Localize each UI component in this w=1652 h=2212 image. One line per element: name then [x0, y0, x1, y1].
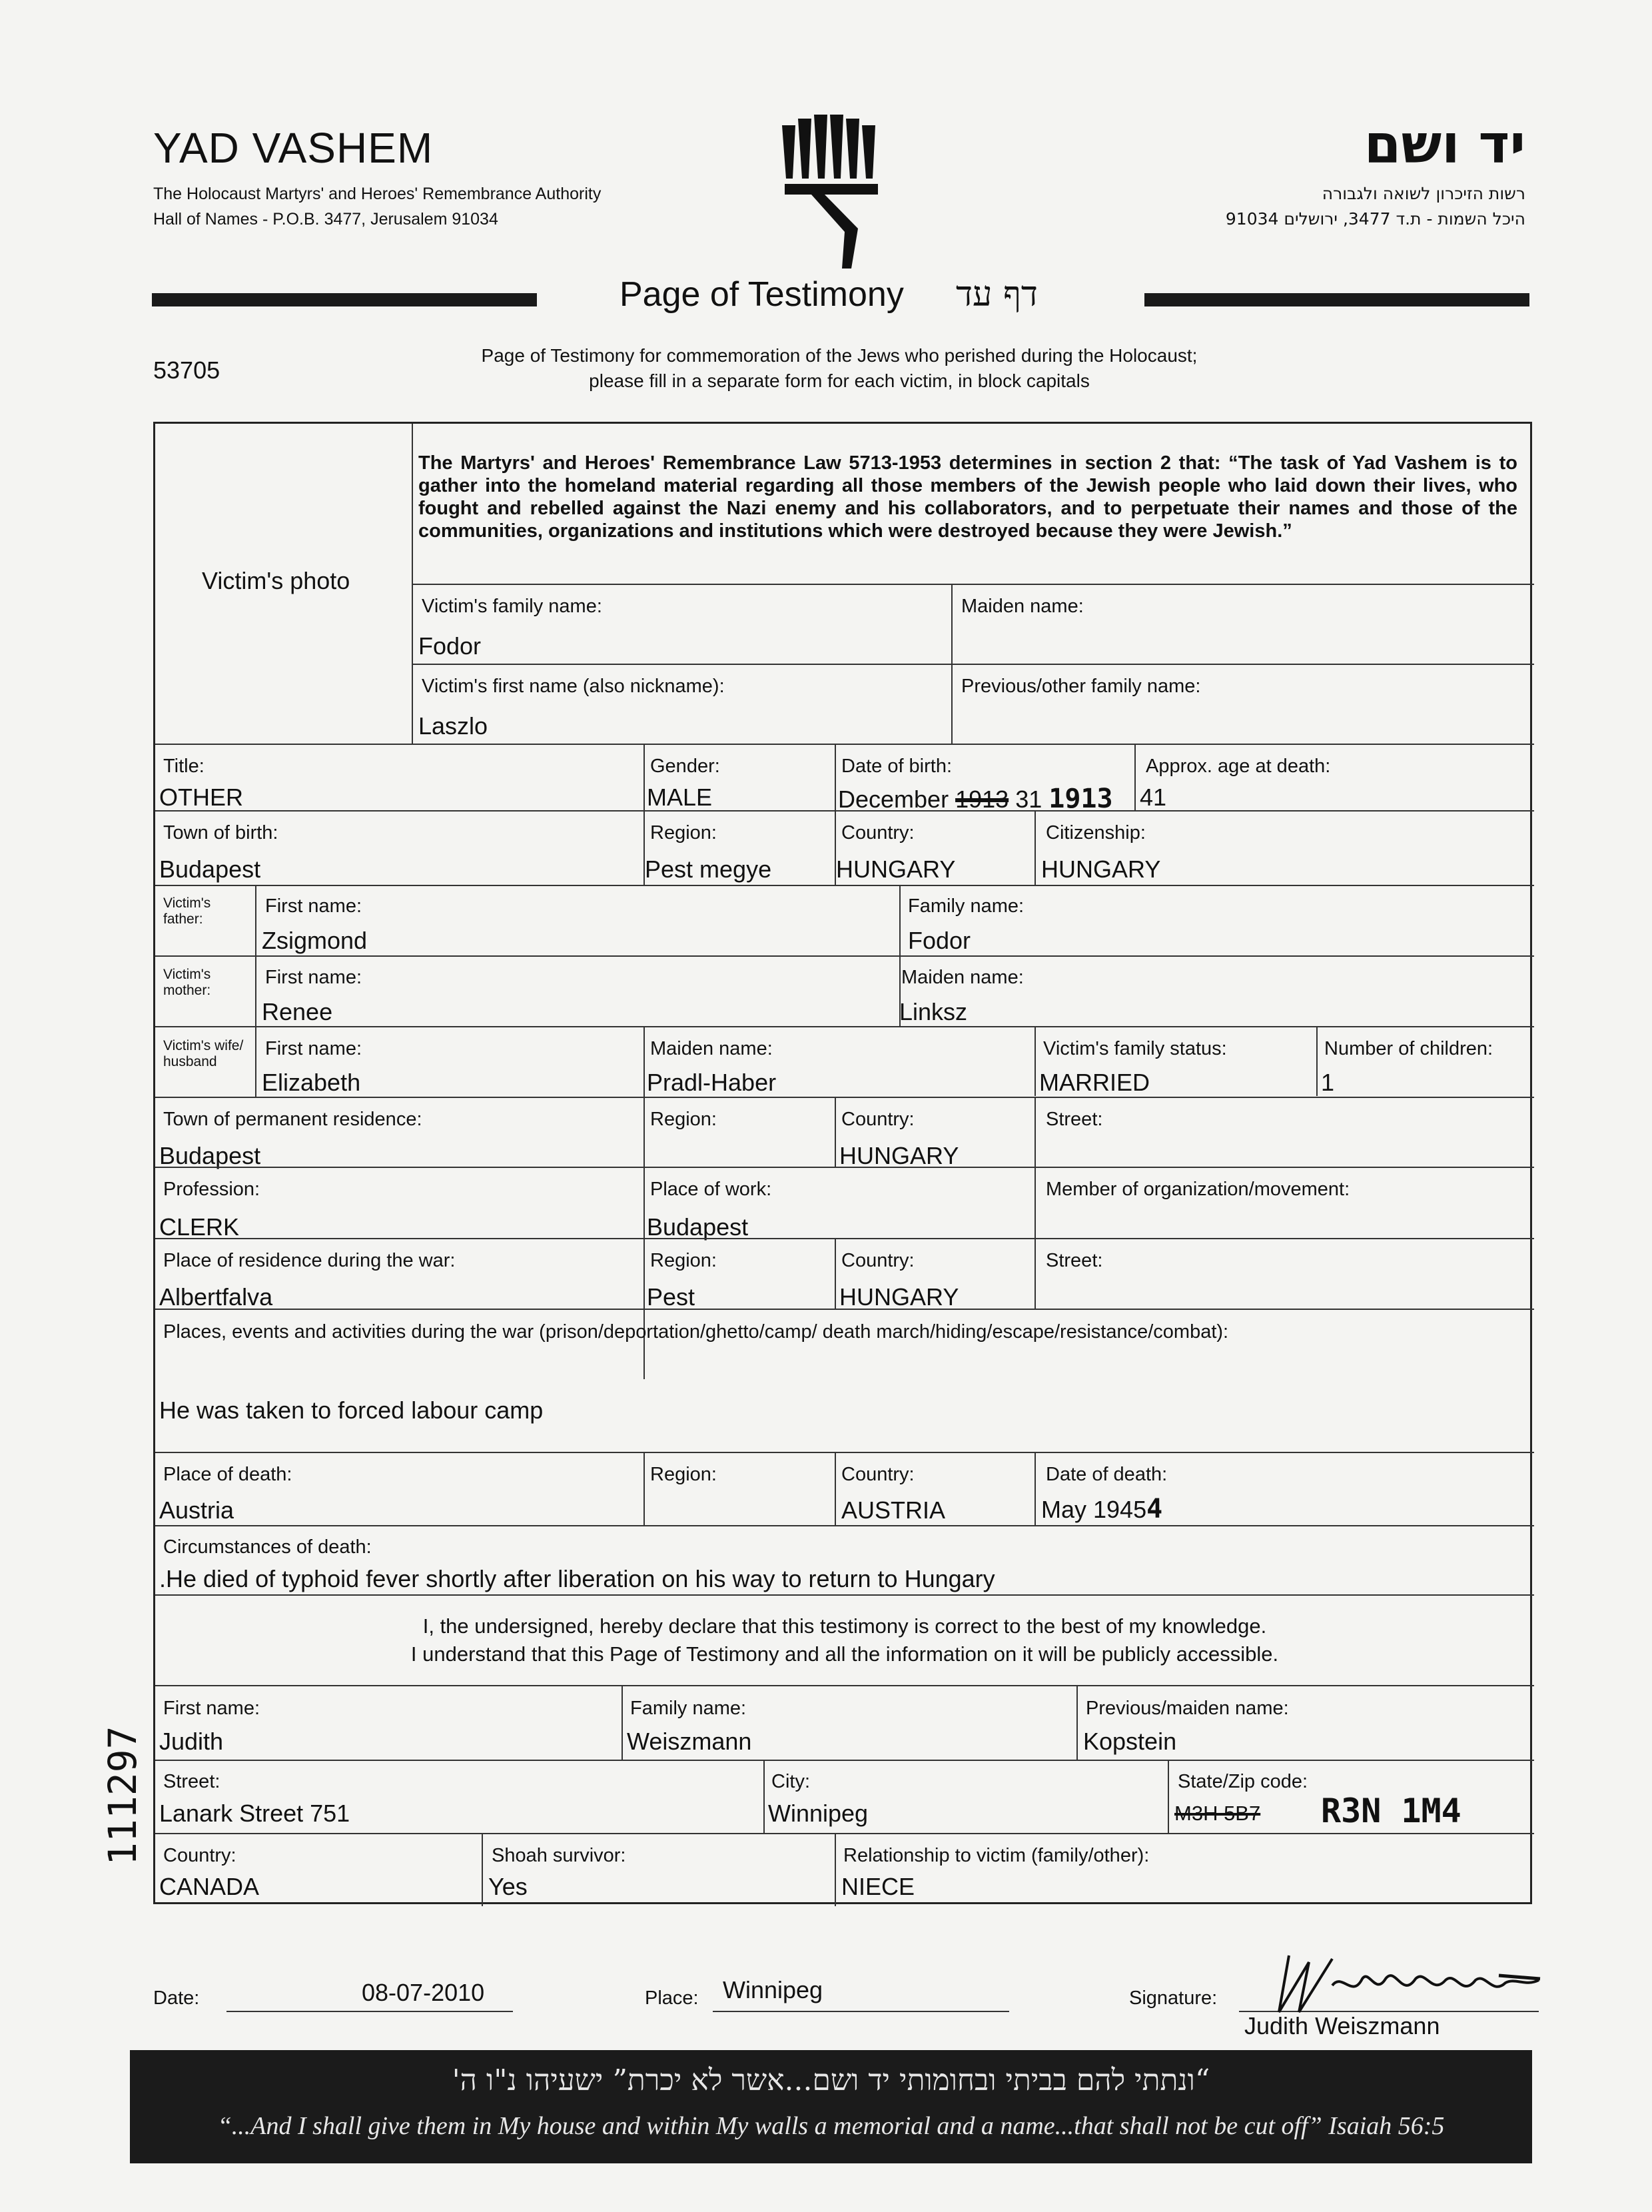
page-title-hebrew: דף עד	[956, 275, 1038, 314]
intro-line-1: Page of Testimony for commemoration of the Jews who perished during the Holocaust;	[481, 345, 1198, 366]
title-label: Title:	[163, 756, 205, 777]
region-of-birth-label: Region:	[650, 822, 717, 843]
divider	[155, 1760, 1534, 1761]
victim-family-name[interactable]: Fodor	[418, 632, 482, 660]
yad-vashem-logo-icon	[778, 112, 885, 272]
submitter-maiden-name[interactable]: Kopstein	[1083, 1728, 1177, 1755]
divider	[155, 1238, 1534, 1239]
divider	[1316, 1026, 1318, 1096]
quote-english: “...And I shall give them in My house and within My walls a memorial and a name...that shall not be cut off” Isaiah 56:5	[217, 2112, 1445, 2140]
divider	[1076, 1685, 1078, 1760]
divider	[763, 1760, 765, 1833]
org-subtitle	[153, 181, 601, 232]
divider	[155, 1309, 1534, 1310]
divider	[255, 885, 256, 1097]
hebrew-subtitle-line-1: רשות הזיכרון לשואה ולגבורה	[1322, 184, 1525, 203]
intro-line-2: please fill in a separate form for each victim, in block capitals	[589, 370, 1090, 391]
submitter-street-label: Street:	[163, 1771, 220, 1792]
divider	[482, 1833, 483, 1906]
divider	[835, 1452, 836, 1525]
divider	[1034, 1097, 1036, 1309]
divider	[1134, 744, 1136, 810]
mother-first-name[interactable]: Renee	[262, 998, 333, 1025]
death-country[interactable]: AUSTRIA	[841, 1496, 946, 1524]
org-title: YAD VASHEM	[153, 124, 434, 172]
profession-label: Profession:	[163, 1179, 260, 1200]
gender-label: Gender:	[650, 756, 720, 777]
law-text: The Martyrs' and Heroes' Remembrance Law 5713-1953 determines in section 2 that: “The task of Yad Vashem is to gather into the homeland material regarding all those members of the Jewish people who laid down their lives, who fought and rebelled against the Nazi enemy and his collaborators, and to perpetuate their names and those of the communities, organizations and institutions which were destroyed because they were Jewish.”	[418, 452, 1517, 542]
citizenship-label: Citizenship:	[1046, 822, 1146, 843]
hebrew-title: יד ושם	[1364, 113, 1525, 175]
mother-side-label: Victim's mother:	[163, 967, 211, 998]
divider	[643, 1452, 645, 1525]
testimony-form	[153, 422, 1532, 1904]
war-country-label: Country:	[841, 1250, 915, 1271]
divider	[155, 955, 1534, 957]
spouse-maiden-name-label: Maiden name:	[650, 1038, 773, 1059]
hebrew-subtitle	[1226, 181, 1525, 232]
submitter-street[interactable]: Lanark Street 751	[159, 1800, 350, 1827]
intro-text	[400, 343, 1279, 394]
town-of-birth-label: Town of birth:	[163, 822, 278, 843]
place-of-death[interactable]: Austria	[159, 1496, 234, 1524]
declaration-line-2: I understand that this Page of Testimony and all the information on it will be publicly accessible.	[410, 1642, 1279, 1666]
shoah-survivor-label: Shoah survivor:	[492, 1845, 626, 1866]
maiden-name-label: Maiden name:	[961, 596, 1084, 617]
spouse-first-name-label: First name:	[265, 1038, 362, 1059]
residence-town-label: Town of permanent residence:	[163, 1109, 422, 1130]
age-at-death-label: Approx. age at death:	[1146, 756, 1331, 777]
previous-family-name-label: Previous/other family name:	[961, 676, 1201, 697]
submitter-first-name[interactable]: Judith	[159, 1728, 224, 1755]
victim-first-name[interactable]: Laszlo	[418, 712, 488, 740]
citizenship[interactable]: HUNGARY	[1041, 855, 1161, 883]
residence-country[interactable]: HUNGARY	[839, 1142, 959, 1169]
father-first-name[interactable]: Zsigmond	[262, 927, 368, 954]
divider	[412, 664, 1534, 665]
divider	[155, 1594, 1534, 1596]
place-of-death-label: Place of death:	[163, 1464, 292, 1485]
submitter-zip-label: State/Zip code:	[1178, 1771, 1308, 1792]
org-subtitle-line-1: The Holocaust Martyrs' and Heroes' Remembrance Authority	[153, 185, 602, 203]
family-status[interactable]: MARRIED	[1039, 1069, 1150, 1096]
divider	[155, 1167, 1534, 1168]
war-region[interactable]: Pest	[647, 1283, 695, 1311]
footer-place[interactable]: Winnipeg	[723, 1976, 823, 2003]
divider	[835, 1833, 836, 1906]
hebrew-subtitle-line-2: היכל השמות - ת.ד 3477, ירושלים 91034	[1225, 209, 1525, 229]
divider	[155, 1833, 1534, 1834]
father-first-name-label: First name:	[265, 895, 362, 917]
signature-name: Judith Weiszmann	[1244, 2012, 1440, 2039]
date-of-birth-label: Date of birth:	[841, 756, 953, 777]
place-of-work[interactable]: Budapest	[647, 1213, 749, 1241]
date-of-death-label: Date of death:	[1046, 1464, 1168, 1485]
father-family-name-label: Family name:	[908, 895, 1025, 917]
declaration-line-1: I, the undersigned, hereby declare that this testimony is correct to the best of my knowledge.	[422, 1614, 1267, 1638]
family-status-label: Victim's family status:	[1043, 1038, 1227, 1059]
date-of-death-handwritten: 4	[1146, 1494, 1163, 1524]
signature-label: Signature:	[1129, 1987, 1218, 2009]
region-of-birth[interactable]: Pest megye	[645, 855, 772, 883]
divider	[155, 1026, 1534, 1027]
war-country[interactable]: HUNGARY	[839, 1283, 959, 1311]
relationship[interactable]: NIECE	[841, 1873, 915, 1900]
number-of-children[interactable]: 1	[1321, 1069, 1335, 1096]
footer-date-label: Date:	[153, 1987, 200, 2009]
mother-first-name-label: First name:	[265, 967, 362, 988]
submitter-country-label: Country:	[163, 1845, 236, 1866]
war-residence-label: Place of residence during the war:	[163, 1250, 456, 1271]
mother-maiden-name-label: Maiden name:	[901, 967, 1024, 988]
father-side-label: Victim's father:	[163, 895, 211, 927]
submitter-country[interactable]: CANADA	[159, 1873, 260, 1900]
victim-first-name-label: Victim's first name (also nickname):	[422, 676, 725, 697]
divider	[155, 1685, 1534, 1686]
dob-year-struck: 1913	[955, 786, 1009, 813]
country-of-birth[interactable]: HUNGARY	[836, 855, 956, 883]
residence-region-label: Region:	[650, 1109, 717, 1130]
victim-family-name-label: Victim's family name:	[422, 596, 602, 617]
date-of-death-text: May 1945	[1041, 1496, 1147, 1523]
submitter-maiden-name-label: Previous/maiden name:	[1086, 1698, 1289, 1719]
divider	[155, 810, 1534, 812]
divider	[835, 1238, 836, 1309]
divider	[835, 1097, 836, 1167]
war-events[interactable]: He was taken to forced labour camp	[159, 1396, 544, 1424]
divider	[1168, 1760, 1169, 1833]
number-of-children-label: Number of children:	[1324, 1038, 1493, 1059]
submitter-zip-handwritten[interactable]: R3N 1M4	[1321, 1792, 1461, 1830]
submitter-family-name-label: Family name:	[630, 1698, 747, 1719]
date-of-death[interactable]	[1041, 1494, 1162, 1524]
town-of-birth[interactable]: Budapest	[159, 855, 261, 883]
divider	[155, 885, 1534, 886]
submitter-zip-struck: M3H 5B7	[1174, 1802, 1261, 1825]
divider	[155, 1097, 1534, 1098]
divider	[621, 1685, 623, 1760]
victim-age-at-death[interactable]: 41	[1140, 784, 1167, 811]
page-title: Page of Testimony	[620, 275, 904, 314]
divider	[412, 584, 1534, 585]
residence-town[interactable]: Budapest	[159, 1142, 261, 1169]
divider	[1034, 1452, 1036, 1525]
war-events-label: Places, events and activities during the war (prison/deportation/ghetto/camp/ death march/hiding/escape/resistance/combat):	[163, 1321, 1229, 1343]
divider	[155, 1525, 1534, 1526]
divider	[155, 1452, 1534, 1453]
spouse-maiden-name[interactable]: Pradl-Haber	[647, 1069, 777, 1096]
dob-year-handwritten: 1913	[1048, 784, 1113, 814]
dob-day: 31	[1015, 786, 1042, 813]
org-subtitle-line-2: Hall of Names - P.O.B. 3477, Jerusalem 91034	[153, 210, 498, 229]
death-country-label: Country:	[841, 1464, 915, 1485]
residence-country-label: Country:	[841, 1109, 915, 1130]
victim-photo-placeholder: Victim's photo	[202, 567, 350, 594]
death-region-label: Region:	[650, 1464, 717, 1485]
footer-date-line	[226, 2011, 513, 2012]
organization-label: Member of organization/movement:	[1046, 1179, 1350, 1200]
divider	[1034, 1026, 1036, 1096]
mother-maiden-name[interactable]: Linksz	[899, 998, 968, 1025]
quote-hebrew: “ונתתי להם בביתי ובחומותי יד ושם...אשר לא יכרת” ישעיהו נ"ו ה'	[452, 2063, 1210, 2097]
submitter-city[interactable]: Winnipeg	[768, 1800, 869, 1827]
dob-month: December	[838, 786, 949, 813]
place-of-work-label: Place of work:	[650, 1179, 772, 1200]
relationship-label: Relationship to victim (family/other):	[843, 1845, 1150, 1866]
war-street-label: Street:	[1046, 1250, 1103, 1271]
war-residence[interactable]: Albertfalva	[159, 1283, 273, 1311]
spouse-first-name[interactable]: Elizabeth	[262, 1069, 361, 1096]
divider	[1034, 810, 1036, 885]
title-rule-right	[1144, 293, 1529, 306]
victim-title[interactable]: OTHER	[159, 784, 243, 811]
document-id: 53705	[153, 356, 220, 384]
submitter-city-label: City:	[771, 1771, 810, 1792]
country-of-birth-label: Country:	[841, 822, 915, 843]
shoah-survivor[interactable]: Yes	[488, 1873, 528, 1900]
father-family-name[interactable]: Fodor	[908, 927, 971, 954]
footer-place-line	[713, 2011, 1009, 2012]
circumstances-of-death[interactable]: .He died of typhoid fever shortly after liberation on his way to return to Hungary	[159, 1565, 995, 1592]
spouse-side-label: Victim's wife/ husband	[163, 1038, 244, 1069]
divider	[155, 744, 1534, 745]
victim-gender[interactable]: MALE	[647, 784, 713, 811]
side-handwritten-number: 111297	[100, 1726, 145, 1866]
footer-date[interactable]: 08-07-2010	[362, 1979, 485, 2006]
footer-place-label: Place:	[645, 1987, 699, 2009]
circumstances-label: Circumstances of death:	[163, 1536, 372, 1558]
residence-street-label: Street:	[1046, 1109, 1103, 1130]
war-region-label: Region:	[650, 1250, 717, 1271]
submitter-family-name[interactable]: Weiszmann	[627, 1728, 752, 1755]
profession[interactable]: CLERK	[159, 1213, 240, 1241]
isaiah-quote-banner	[130, 2050, 1532, 2163]
submitter-first-name-label: First name:	[163, 1698, 260, 1719]
title-rule-left	[152, 293, 537, 306]
